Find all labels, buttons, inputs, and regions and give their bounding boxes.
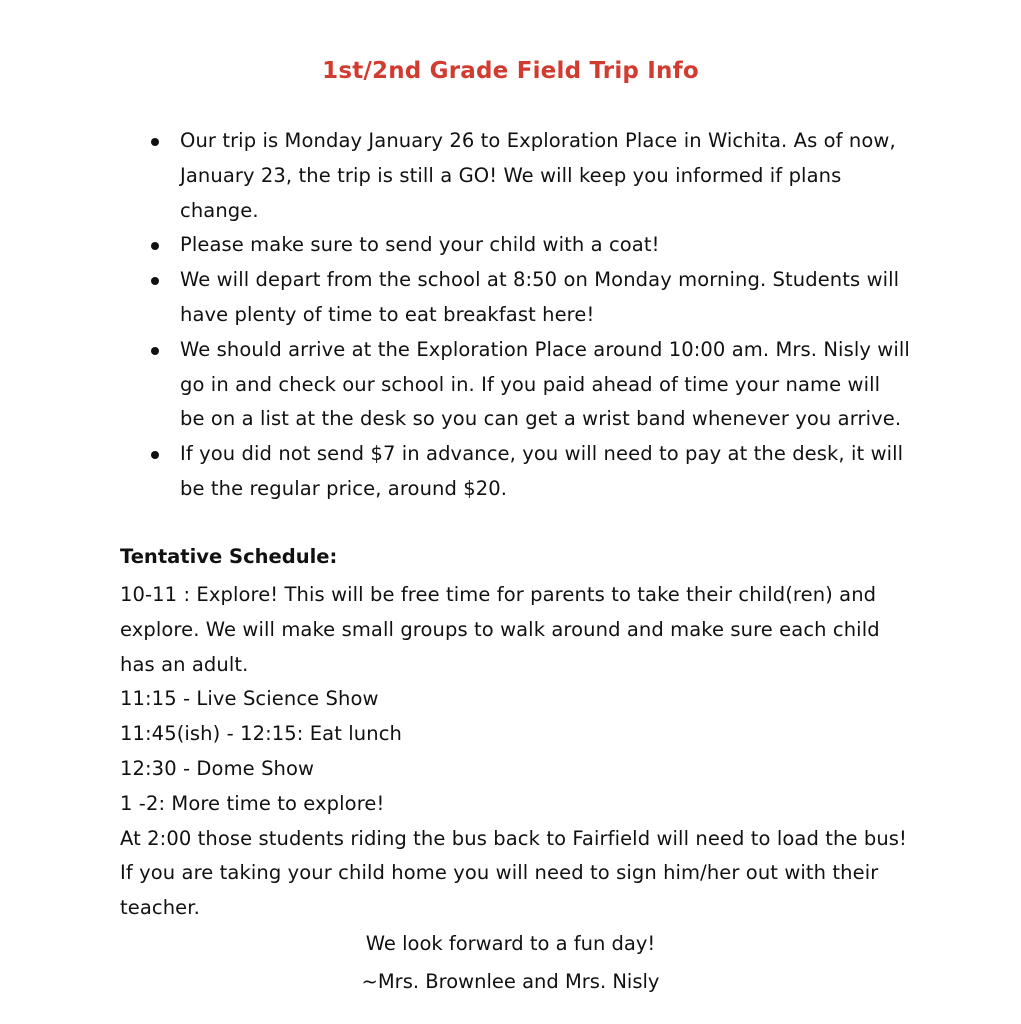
schedule-list [120, 578, 910, 926]
schedule-item: At 2:00 those students riding the bus back to Fairfield will need to load the bus! If you are taking your child home you will need to sign him/her out with their teacher. [120, 826, 907, 920]
schedule-heading: Tentative Schedule: [120, 545, 338, 568]
bullet-item [150, 263, 910, 333]
schedule-item: 1 -2: More time to explore! [120, 791, 385, 815]
schedule-item: 12:30 - Dome Show [120, 756, 315, 780]
document-title: 1st/2nd Grade Field Trip Info [322, 58, 699, 84]
bullet-dot-icon [151, 242, 159, 250]
bullet-item [150, 437, 910, 507]
bullet-text: If you did not send $7 in advance, you will need to pay at the desk, it will be the regular price, around $20. [180, 442, 904, 500]
bullet-text: We will depart from the school at 8:50 on Monday morning. Students will have plenty of time to eat breakfast here! [180, 268, 900, 326]
bullet-dot-icon [151, 347, 159, 355]
bullet-text: We should arrive at the Exploration Place around 10:00 am. Mrs. Nisly will go in and check our school in. If you paid ahead of time your name will be on a list at the desk so you can get a wrist band whenever you arrive. [180, 337, 910, 431]
bullet-text: Please make sure to send your child with a coat! [180, 233, 660, 257]
schedule-item: 10-11 : Explore! This will be free time for parents to take their child(ren) and explore. We will make small groups to walk around and make sure each child has an adult. [120, 583, 880, 676]
info-bullet-list [150, 124, 910, 507]
bullet-dot-icon [151, 277, 159, 285]
bullet-item [150, 124, 910, 228]
bullet-item [150, 228, 910, 263]
bullet-dot-icon [151, 451, 159, 459]
schedule-item: 11:45(ish) - 12:15: Eat lunch [120, 722, 402, 746]
bullet-item [150, 333, 910, 437]
bullet-text: Our trip is Monday January 26 to Exploration Place in Wichita. As of now, January 23, the trip is still a GO! We will keep you informed if plans change. [180, 129, 896, 222]
signature: ~Mrs. Brownlee and Mrs. Nisly [361, 970, 660, 993]
schedule-item: 11:15 - Live Science Show [120, 687, 379, 711]
bullet-dot-icon [151, 138, 159, 146]
closing-block [0, 925, 1021, 1001]
closing-line: We look forward to a fun day! [365, 932, 656, 955]
